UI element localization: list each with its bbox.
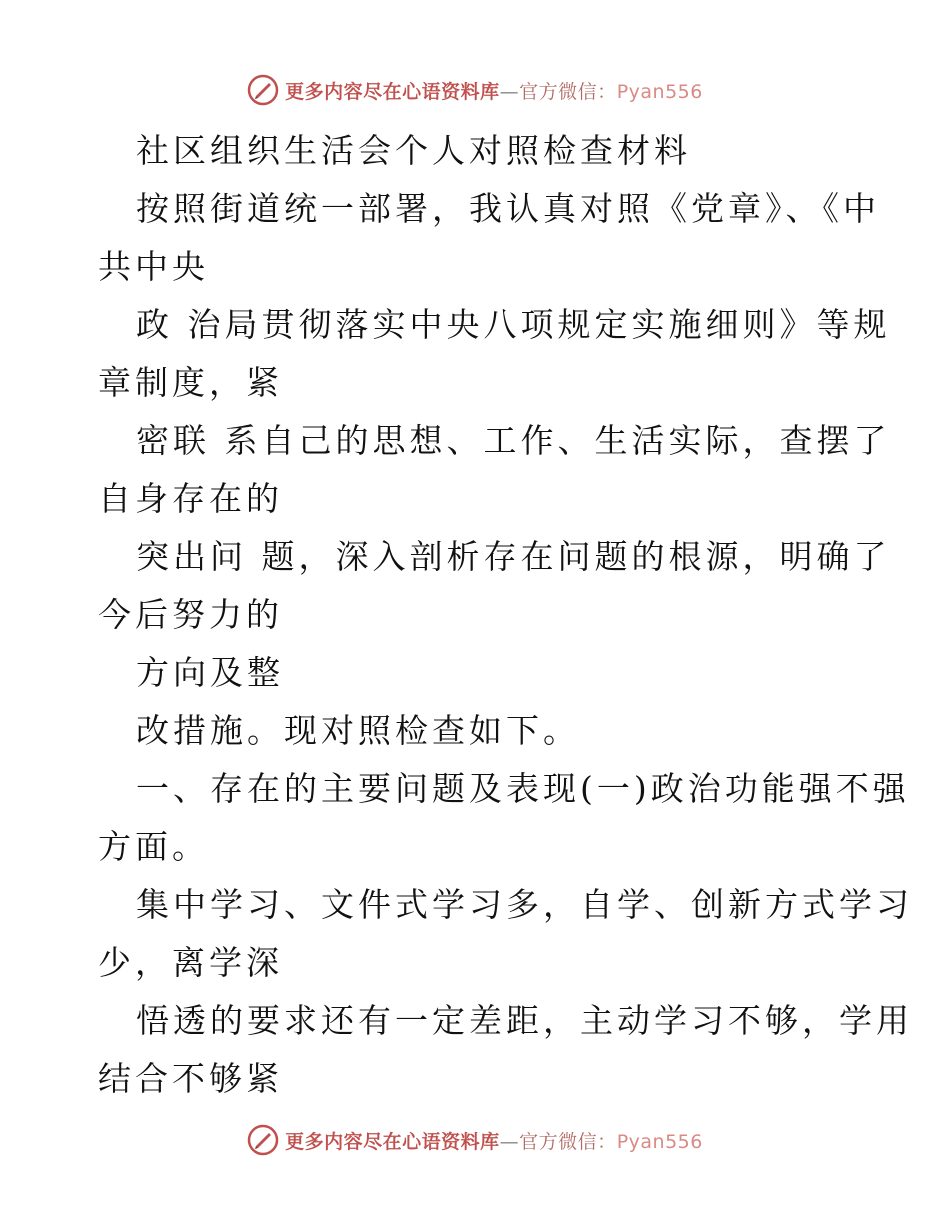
document-line: 章制度，紧 — [98, 363, 283, 402]
document-line: 自身存在的 — [98, 479, 283, 518]
document-line: 方面。 — [98, 827, 209, 866]
document-line: 改措施。现对照检查如下。 — [136, 711, 580, 750]
document-line: 今后努力的 — [98, 595, 283, 634]
header-wechat-label: 官方微信： — [519, 80, 617, 103]
document-line: 密联 系自己的思想、工作、生活实际，查摆了 — [136, 421, 891, 460]
header-wechat-id: Pyan556 — [616, 80, 703, 103]
document-line: 结合不够紧 — [98, 1059, 283, 1098]
footer-brand-text: 更多内容尽在心语资料库 — [285, 1130, 500, 1153]
document-line: 突出问 题，深入剖析存在问题的根源，明确了 — [136, 537, 891, 576]
document-line: 一、存在的主要问题及表现(一)政治功能强不强 — [136, 769, 910, 808]
document-line: 少，离学深 — [98, 943, 283, 982]
document-line: 共中央 — [98, 247, 209, 286]
brand-logo-icon — [247, 74, 279, 106]
document-line: 政 治局贯彻落实中央八项规定实施细则》等规 — [136, 305, 891, 344]
footer-separator: — — [499, 1130, 520, 1153]
header-separator: — — [499, 80, 520, 103]
document-line: 按照街道统一部署，我认真对照《党章》、《中 — [136, 189, 880, 228]
document-body — [98, 122, 913, 1108]
footer-banner — [0, 1120, 950, 1160]
document-line: 方向及整 — [136, 653, 284, 692]
document-line: 悟透的要求还有一定差距，主动学习不够，学用 — [136, 1001, 913, 1040]
footer-wechat-label: 官方微信： — [519, 1130, 617, 1153]
document-line: 集中学习、文件式学习多，自学、创新方式学习 — [136, 885, 913, 924]
header-brand-text: 更多内容尽在心语资料库 — [285, 80, 500, 103]
brand-logo-icon — [247, 1124, 279, 1156]
footer-wechat-id: Pyan556 — [616, 1130, 703, 1153]
header-banner — [0, 70, 950, 110]
document-line: 社区组织生活会个人对照检查材料 — [136, 131, 691, 170]
